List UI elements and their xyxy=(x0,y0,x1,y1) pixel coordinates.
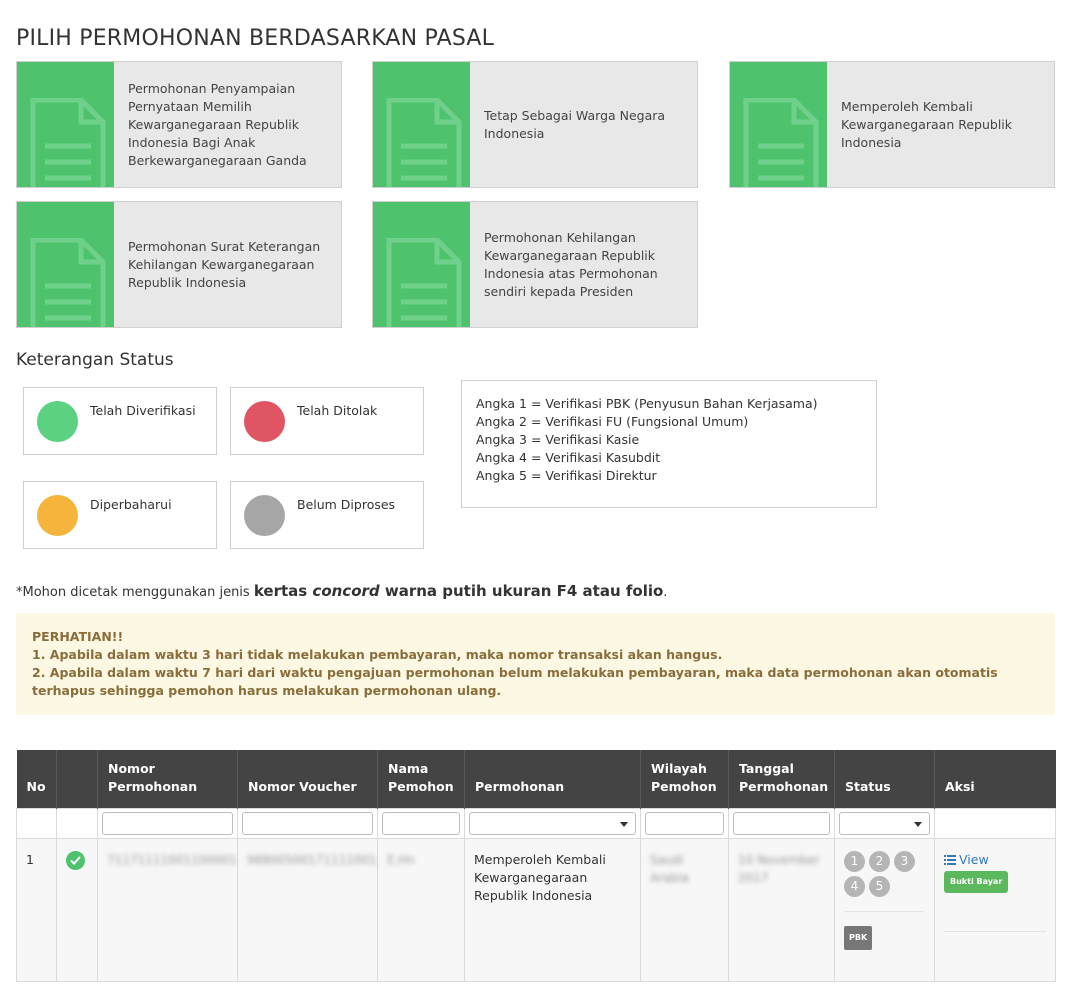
filter-nomor-permohonan[interactable] xyxy=(102,812,233,835)
status-label: Telah Diverifikasi xyxy=(90,403,196,418)
legend-line: Angka 3 = Verifikasi Kasie xyxy=(476,432,640,447)
note-bold1: kertas xyxy=(253,582,313,600)
status-dot xyxy=(244,401,285,442)
status-section-title: Keterangan Status xyxy=(16,350,174,370)
divider xyxy=(844,911,924,912)
note-suffix: . xyxy=(663,585,668,600)
status-badge: PBK xyxy=(844,926,872,950)
filter-cell xyxy=(835,808,935,838)
col-nomor-permohonan[interactable]: Nomor Permohonan xyxy=(98,750,238,808)
filter-empty xyxy=(57,808,98,838)
filter-cell xyxy=(378,808,465,838)
card-label: Permohonan Kehilangan Kewarganegaraan Republik Indonesia atas Permohonan sendiri kepada Presiden xyxy=(484,229,658,299)
status-label: Belum Diproses xyxy=(297,497,396,512)
blurred-value: 98800500171111001 xyxy=(247,852,377,867)
status-label: Diperbaharui xyxy=(90,497,172,512)
document-icon xyxy=(17,62,114,187)
col-nama-pemohon[interactable]: Nama Pemohon xyxy=(378,750,465,808)
legend-line: Angka 2 = Verifikasi FU (Fungsional Umum) xyxy=(476,414,749,429)
row-tanggal-permohonan xyxy=(729,838,835,981)
filter-cell xyxy=(641,808,729,838)
note-emphasis xyxy=(254,582,663,600)
list-icon xyxy=(944,855,956,865)
col-status[interactable]: Status xyxy=(835,750,935,808)
step-2: 2 xyxy=(869,851,890,872)
col-tanggal-permohonan[interactable]: Tanggal Permohonan xyxy=(729,750,835,808)
col-no[interactable]: No xyxy=(17,750,57,808)
note-prefix: *Mohon dicetak menggunakan jenis xyxy=(16,585,254,600)
filter-cell xyxy=(729,808,835,838)
filter-cell xyxy=(238,808,378,838)
legend-line: Angka 1 = Verifikasi PBK (Penyusun Bahan Kerjasama) xyxy=(476,396,818,411)
filter-status-select[interactable] xyxy=(839,812,930,835)
col-aksi: Aksi xyxy=(935,750,1056,808)
step-1: 1 xyxy=(844,851,865,872)
note-bold2: warna putih ukuran F4 atau folio xyxy=(379,582,664,600)
alert-line: 2. Apabila dalam waktu 7 hari dari waktu pengajuan permohonan belum melakukan pembayaran, maka data permohonan akan otomatis terhapus sehingga pemohon harus melakukan permohonan ulang. xyxy=(32,665,998,698)
alert-title: PERHATIAN!! xyxy=(32,629,124,644)
row-nomor-voucher xyxy=(238,838,378,981)
row-status xyxy=(835,838,935,981)
filter-row xyxy=(17,808,1056,838)
filter-empty xyxy=(17,808,57,838)
view-label: View xyxy=(959,851,989,867)
card-label: Permohonan Surat Keterangan Kehilangan Kewarganegaraan Republik Indonesia xyxy=(128,238,321,290)
card-tetap-wni[interactable] xyxy=(372,61,698,188)
bukti-bayar-button[interactable]: Bukti Bayar xyxy=(944,871,1008,893)
card-label: Tetap Sebagai Warga Negara Indonesia xyxy=(484,107,666,141)
step-4: 4 xyxy=(844,876,865,897)
warning-alert xyxy=(16,613,1055,715)
row-wilayah-pemohon xyxy=(641,838,729,981)
col-wilayah-pemohon[interactable]: Wilayah Pemohon xyxy=(641,750,729,808)
alert-line: 1. Apabila dalam waktu 3 hari tidak melakukan pembayaran, maka nomor transaksi akan hangus. xyxy=(32,647,723,662)
blurred-value: E.Hn xyxy=(387,852,416,867)
status-updated xyxy=(23,481,217,549)
filter-nama-pemohon[interactable] xyxy=(382,812,460,835)
card-surat-keterangan-kehilangan[interactable] xyxy=(16,201,342,328)
step-indicators xyxy=(844,851,924,897)
row-nama-pemohon xyxy=(378,838,465,981)
card-pernyataan-memilih[interactable] xyxy=(16,61,342,188)
step-5: 5 xyxy=(869,876,890,897)
filter-cell xyxy=(98,808,238,838)
status-label: Telah Ditolak xyxy=(297,403,378,418)
blurred-value: 71171111001100001 xyxy=(107,852,237,867)
status-dot xyxy=(37,495,78,536)
document-icon xyxy=(17,202,114,327)
status-verified xyxy=(23,387,217,455)
card-label: Permohonan Penyampaian Pernyataan Memilih Kewarganegaraan Republik Indonesia Bagi Anak Berkewarganegaraan Ganda xyxy=(128,80,307,168)
card-label: Memperoleh Kembali Kewarganegaraan Republik Indonesia xyxy=(841,98,1013,150)
status-dot xyxy=(244,495,285,536)
status-rejected xyxy=(230,387,424,455)
check-circle-icon xyxy=(66,851,85,870)
col-permohonan[interactable]: Permohonan xyxy=(465,750,641,808)
divider xyxy=(944,931,1046,932)
document-icon xyxy=(373,62,470,187)
filter-nomor-voucher[interactable] xyxy=(242,812,373,835)
page-title: PILIH PERMOHONAN BERDASARKAN PASAL xyxy=(16,26,495,51)
card-kehilangan-kepada-presiden[interactable] xyxy=(372,201,698,328)
legend-line: Angka 4 = Verifikasi Kasubdit xyxy=(476,450,661,465)
document-icon xyxy=(730,62,827,187)
blurred-value: Saudi Arabia xyxy=(650,852,689,885)
applications-table xyxy=(16,750,1056,982)
legend-line: Angka 5 = Verifikasi Direktur xyxy=(476,468,657,483)
row-permohonan: Memperoleh Kembali Kewarganegaraan Republik Indonesia xyxy=(465,838,641,981)
filter-wilayah-pemohon[interactable] xyxy=(645,812,724,835)
status-pending xyxy=(230,481,424,549)
col-nomor-voucher[interactable]: Nomor Voucher xyxy=(238,750,378,808)
row-no: 1 xyxy=(17,838,57,981)
filter-empty xyxy=(935,808,1056,838)
table-row xyxy=(17,838,1056,981)
row-aksi xyxy=(935,838,1056,981)
note-italic: concord xyxy=(312,582,380,600)
col-check xyxy=(57,750,98,808)
step-legend xyxy=(461,380,877,508)
filter-cell xyxy=(465,808,641,838)
blurred-value: 10 November 2017 xyxy=(738,852,820,885)
view-link[interactable] xyxy=(944,851,989,869)
document-icon xyxy=(373,202,470,327)
row-nomor-permohonan xyxy=(98,838,238,981)
filter-tanggal-permohonan[interactable] xyxy=(733,812,830,835)
filter-permohonan-select[interactable] xyxy=(469,812,636,835)
card-memperoleh-kembali[interactable] xyxy=(729,61,1055,188)
print-note xyxy=(16,582,667,600)
status-dot xyxy=(37,401,78,442)
step-3: 3 xyxy=(894,851,915,872)
row-check-cell xyxy=(57,838,98,981)
